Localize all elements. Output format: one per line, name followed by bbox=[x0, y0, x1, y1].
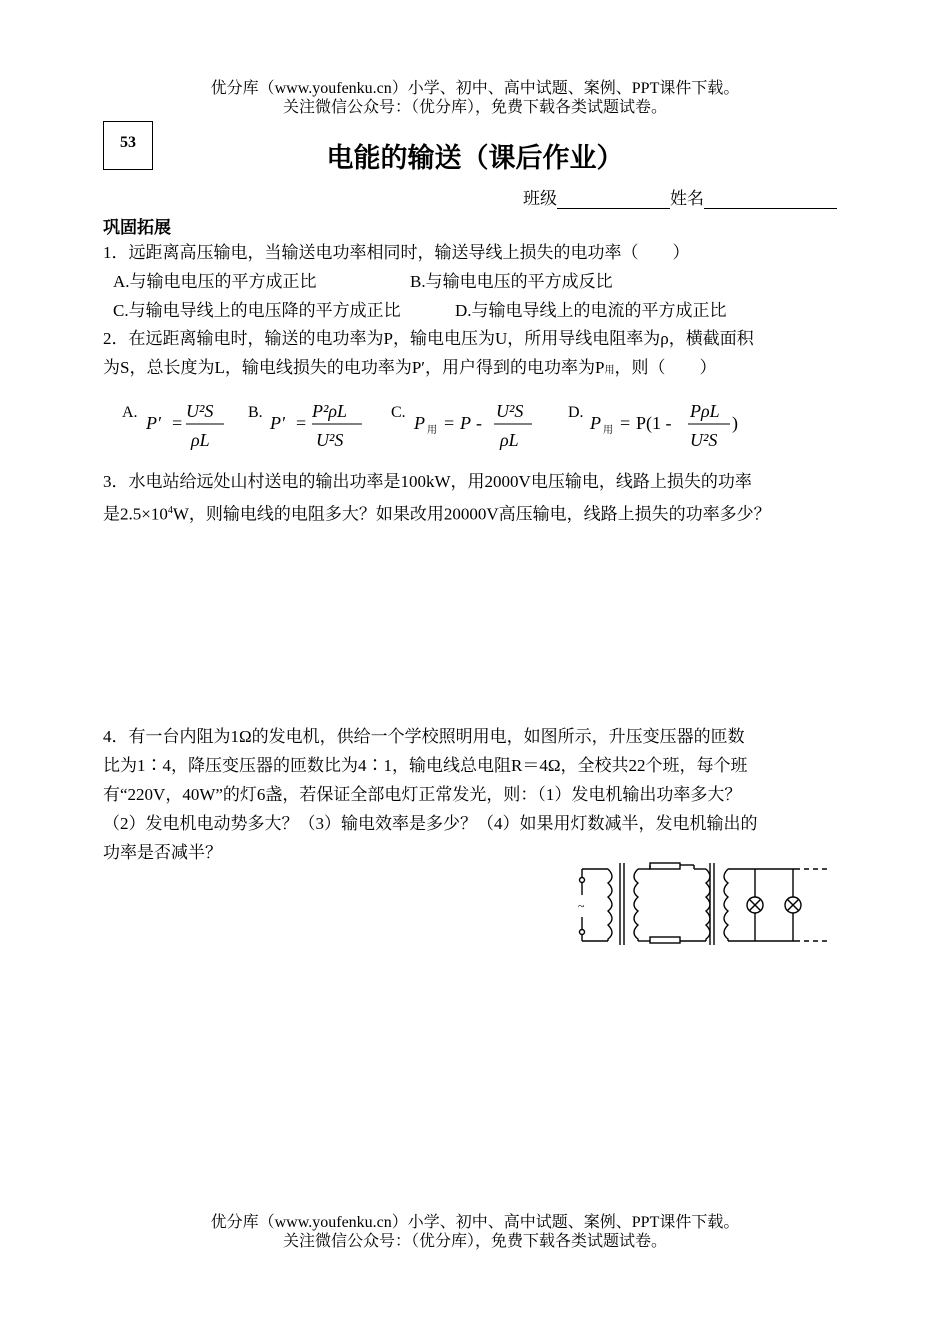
formula-d-p: P bbox=[590, 413, 601, 433]
formula-c-p2: P bbox=[460, 413, 471, 433]
q1-option-a: A.与输电电压的平方成正比 bbox=[113, 272, 317, 291]
class-blank[interactable] bbox=[557, 190, 670, 209]
formula-a-den: ρL bbox=[191, 430, 210, 450]
page-title: 电能的输送（课后作业） bbox=[326, 143, 624, 174]
class-name-line bbox=[523, 184, 837, 209]
formula-d-sub: 用 bbox=[603, 425, 613, 436]
q2-line-1: 2．在远距离输电时，输送的电功率为P，输电电压为U，所用导线电阻率为ρ，横截面积 bbox=[103, 329, 754, 348]
q4-line-1: 4．有一台内阻为1Ω的发电机，供给一个学校照明用电，如图所示，升压变压器的匝数 bbox=[103, 727, 745, 746]
terminal-top bbox=[580, 878, 585, 883]
formula-a-lhs: P′ bbox=[146, 413, 161, 433]
stepup-primary-coil bbox=[608, 869, 612, 941]
formula-c-sub: 用 bbox=[427, 425, 437, 436]
formula-d-eq: = bbox=[620, 413, 631, 433]
q4-line-2: 比为1∶4，降压变压器的匝数比为4∶1，输电线总电阻R＝4Ω，全校共22个班，每个班 bbox=[103, 756, 748, 775]
formula-c-den: ρL bbox=[500, 430, 519, 450]
q1-option-b: B.与输电电压的平方成反比 bbox=[410, 272, 613, 291]
section-heading: 巩固拓展 bbox=[103, 218, 171, 237]
resistor-bottom bbox=[650, 937, 680, 943]
q2-option-c-label: C. bbox=[391, 404, 406, 421]
circuit-diagram bbox=[570, 855, 835, 950]
q2-formula-options bbox=[118, 393, 758, 457]
formula-a-eq: = bbox=[172, 413, 183, 433]
q4-line-3: 有“220V，40W”的灯6盏，若保证全部电灯正常发光，则：（1）发电机输出功率多大？ bbox=[103, 785, 742, 804]
q4-line-4: （2）发电机电动势多大？（3）输电效率是多少？（4）如果用灯数减半，发电机输出的 bbox=[103, 814, 758, 833]
formula-c-eq: = bbox=[444, 413, 455, 433]
name-blank[interactable] bbox=[704, 190, 837, 209]
formula-c-p: P bbox=[414, 413, 425, 433]
formula-b-eq: = bbox=[296, 413, 307, 433]
ac-symbol: ~ bbox=[578, 899, 585, 913]
formula-d-num: PρL bbox=[690, 401, 720, 421]
formula-c-minus: - bbox=[476, 413, 482, 433]
q2-option-a-label: A. bbox=[122, 404, 138, 421]
formula-b-den: U²S bbox=[316, 430, 344, 450]
q1-option-c: C.与输电导线上的电压降的平方成正比 bbox=[113, 301, 401, 320]
q2-option-d-label: D. bbox=[568, 404, 584, 421]
formula-d-den: U²S bbox=[690, 430, 718, 450]
formula-d-close: ) bbox=[732, 413, 738, 433]
class-label: 班级 bbox=[523, 189, 557, 208]
footer-line-1: 优分库（www.youfenku.cn）小学、初中、高中试题、案例、PPT课件下载。 bbox=[210, 1214, 740, 1231]
stepdown-secondary-coil bbox=[724, 869, 728, 941]
formula-a-num: U²S bbox=[186, 401, 214, 421]
formula-b-num: P²ρL bbox=[312, 401, 348, 421]
formula-b-lhs: P′ bbox=[270, 413, 285, 433]
q2-option-b-label: B. bbox=[248, 404, 263, 421]
q4-line-5: 功率是否减半？ bbox=[103, 843, 222, 862]
formula-d-open: P(1 - bbox=[636, 413, 672, 433]
q3-line-1: 3．水电站给远处山村送电的输出功率是100kW，用2000V电压输电，线路上损失的功率 bbox=[103, 472, 752, 491]
stepup-secondary-coil bbox=[634, 869, 638, 941]
q3-line-2: 是$2.5\times 10^4W$，则输电线的电阻多大？如果改用20000V高压输电，线路上损失的功率多少？ bbox=[103, 504, 771, 524]
resistor-top bbox=[650, 863, 680, 869]
header-line-1: 优分库（www.youfenku.cn）小学、初中、高中试题、案例、PPT课件下载。 bbox=[210, 80, 740, 97]
formula-c-num: U²S bbox=[496, 401, 524, 421]
name-label: 姓名 bbox=[670, 189, 704, 208]
header-line-2: 关注微信公众号：（优分库），免费下载各类试题试卷。 bbox=[282, 99, 667, 116]
q1-option-d: D.与输电导线上的电流的平方成正比 bbox=[455, 301, 727, 320]
footer-line-2: 关注微信公众号：（优分库），免费下载各类试题试卷。 bbox=[282, 1233, 667, 1250]
q2-line-2: 为S，总长度为L，输电线损失的电功率为P′，用户得到的电功率为P用，则（ ） bbox=[103, 358, 717, 377]
terminal-bottom bbox=[580, 930, 585, 935]
q1-stem: 1．远距离高压输电，当输送电功率相同时，输送导线上损失的电功率（ ） bbox=[103, 243, 690, 262]
lesson-number-box: 53 bbox=[103, 121, 153, 170]
